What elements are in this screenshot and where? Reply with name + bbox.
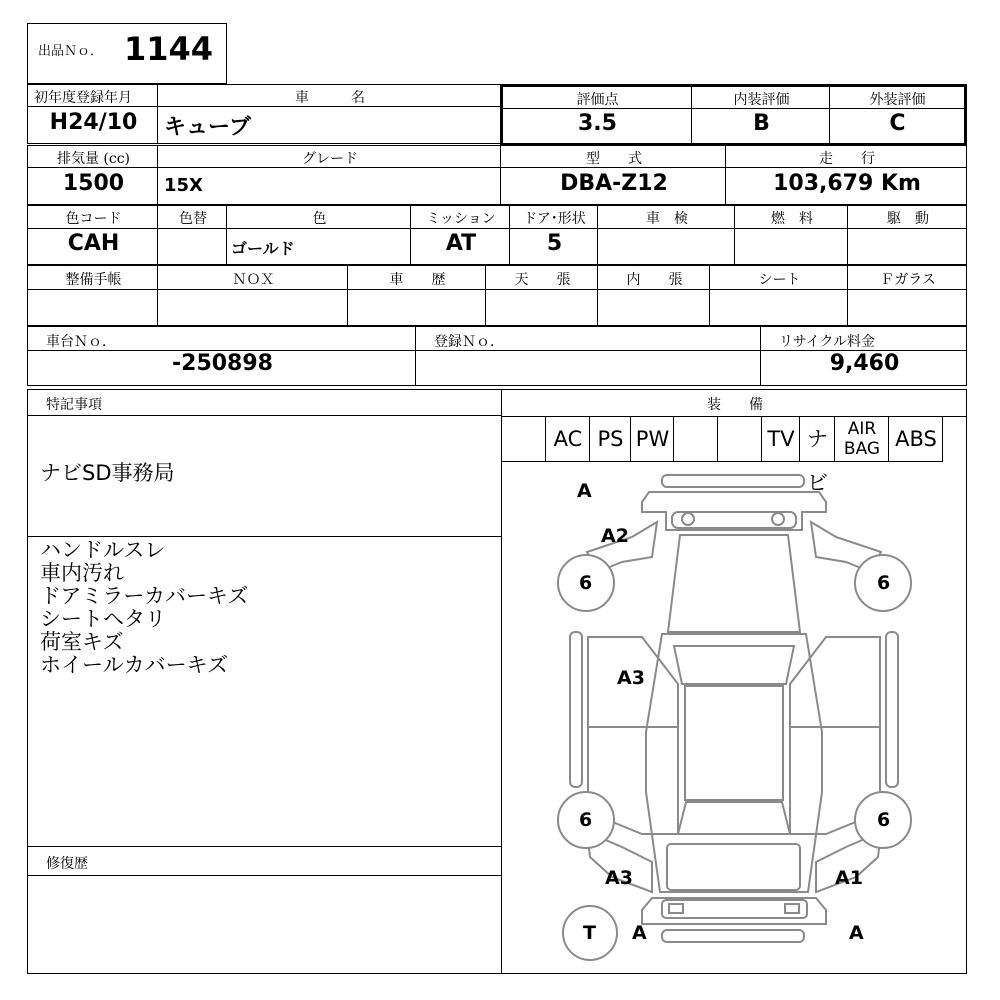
car-diagram: [502, 462, 966, 973]
lot-number: 1144: [124, 30, 214, 68]
mark-rear-right: A1: [835, 867, 863, 889]
model-cell: [500, 145, 726, 205]
equipment-item: [673, 416, 718, 462]
name-cell: [157, 84, 501, 144]
mark-rear-left: A3: [605, 867, 633, 889]
mark-bumper-left: A: [632, 922, 647, 944]
remarks-divider: [27, 536, 502, 537]
chassis-label: 車台Ｎｏ．: [46, 334, 116, 350]
mark-right-front-wheel: 6: [877, 572, 891, 594]
color-value: ゴールド: [231, 239, 295, 258]
drive-label: 駆 動: [887, 211, 929, 227]
mileage-value: 103,679 Km: [773, 171, 921, 196]
cc-cell: [27, 145, 158, 205]
remark-line: ドアミラーカバーキズ: [40, 584, 249, 608]
regno-label: 登録Ｎｏ．: [434, 334, 504, 350]
remarks-header: [27, 389, 502, 416]
equipment-item-label: AIR BAG: [843, 419, 881, 459]
mark-bumper-right: A: [849, 922, 864, 944]
rear-bumper-bar: [662, 930, 804, 942]
mark-left-side: A3: [617, 667, 645, 689]
fglass-label: Ｆガラス: [880, 272, 936, 288]
recolor-label: 色替: [179, 211, 207, 227]
score-label: 評価点: [576, 92, 619, 108]
colorcode-cell: [27, 205, 158, 265]
remark-line: ホイールカバーキズ: [40, 653, 229, 677]
mileage-cell: [725, 145, 967, 205]
remarks-notes: [40, 539, 249, 677]
door-value: 5: [546, 231, 563, 256]
equipment-row: [501, 416, 967, 495]
history-cell: [347, 265, 486, 326]
history-label: 車 歴: [389, 272, 446, 288]
mark-spare: T: [583, 922, 596, 944]
equipment-item-label: TV: [767, 427, 795, 451]
mission-value: AT: [445, 231, 477, 256]
reg-cell: [27, 84, 158, 144]
interior-cell: [691, 84, 830, 146]
door-cell: [509, 205, 598, 265]
equipment-item: [501, 416, 546, 462]
score-value: 3.5: [578, 111, 617, 136]
equipment-item: [589, 416, 631, 462]
interior-value: B: [753, 111, 770, 136]
nox-cell: [157, 265, 348, 326]
reg-value: H24/10: [49, 110, 138, 135]
equipment-item-label: ナビ: [807, 427, 828, 495]
equipment-item: [761, 416, 800, 462]
left-side-bar: [570, 632, 582, 787]
roof-label: 天 張: [514, 272, 571, 288]
front-bumper-bar: [662, 475, 804, 487]
recycle-value: 9,460: [829, 351, 900, 376]
equipment-item: [630, 416, 674, 462]
equipment-item: [717, 416, 762, 462]
fuel-cell: [734, 205, 848, 265]
body-outline: [646, 634, 822, 892]
recycle-label: リサイクル料金: [779, 334, 876, 350]
recycle-cell: [760, 326, 967, 386]
mission-label: ミッション: [426, 211, 496, 227]
exterior-cell: [829, 84, 967, 146]
chassis-cell: [27, 326, 416, 386]
regno-cell: [415, 326, 761, 386]
equipment-item: [834, 416, 889, 462]
cc-value: 1500: [62, 171, 125, 196]
score-cell: [500, 84, 692, 146]
colorcode-label: 色コード: [65, 211, 122, 227]
maint-label: 整備手帳: [65, 272, 122, 288]
remark-line: ハンドルスレ: [40, 538, 166, 562]
grade-cell: [157, 145, 501, 205]
mark-left-front-wheel: 6: [579, 572, 593, 594]
row2-divider: [27, 167, 967, 168]
name-value: キューブ: [164, 115, 251, 140]
interior-trim-label: 内 張: [626, 272, 683, 288]
grade-label: グレード: [302, 151, 358, 167]
model-label: 型 式: [586, 151, 642, 167]
equipment-label: 装 備: [707, 397, 763, 413]
remarks-top-line: ナビSD事務局: [40, 461, 175, 485]
inspection-label: 車 検: [646, 211, 688, 227]
equipment-item: [799, 416, 835, 495]
maint-cell: [27, 265, 158, 326]
mileage-label: 走 行: [819, 151, 875, 167]
inspection-cell: [597, 205, 735, 265]
right-side-bar: [886, 632, 898, 787]
equipment-item: [545, 416, 590, 462]
chassis-value: -250898: [172, 351, 273, 376]
hood: [668, 535, 800, 632]
row3-divider: [27, 228, 967, 229]
model-value: DBA-Z12: [560, 171, 668, 196]
row1-eval-divider: [500, 108, 967, 109]
equipment-item: [888, 416, 943, 462]
drive-cell: [847, 205, 967, 265]
mark-front: A: [577, 480, 592, 502]
remarks-label: 特記事項: [46, 397, 102, 413]
lot-box: [27, 23, 227, 84]
rear-window: [678, 802, 790, 834]
color-label: 色: [312, 211, 327, 227]
equipment-item-label: PW: [635, 427, 670, 451]
equipment-header: [501, 389, 967, 417]
grade-value: 15X: [164, 175, 203, 196]
interior-label: 内装評価: [733, 92, 790, 108]
row4-divider: [27, 289, 967, 290]
roof: [685, 686, 783, 800]
row1-divider: [27, 106, 501, 107]
mark-hood: A2: [601, 525, 629, 547]
repair-label: 修復歴: [46, 856, 88, 872]
roof-cell: [485, 265, 598, 326]
seat-cell: [709, 265, 848, 326]
fuel-label: 燃 料: [771, 211, 813, 227]
repair-header: [27, 846, 502, 876]
recolor-cell: [157, 205, 227, 265]
mark-left-rear-wheel: 6: [579, 809, 593, 831]
rear-hatch: [667, 844, 800, 890]
name-label: 車 名: [295, 90, 365, 106]
equipment-item-label: ABS: [895, 427, 937, 451]
mark-right-rear-wheel: 6: [877, 809, 891, 831]
door-label: ドア･形状: [523, 211, 586, 227]
windshield: [674, 646, 794, 684]
fglass-cell: [847, 265, 967, 326]
equipment-item-label: AC: [553, 427, 583, 451]
nox-label: ＮＯＸ: [232, 272, 275, 288]
equipment-item-label: PS: [597, 427, 624, 451]
cc-label: 排気量 (cc): [56, 151, 131, 167]
interior-trim-cell: [597, 265, 710, 326]
colorcode-value: CAH: [67, 231, 120, 256]
remark-line: 車内汚れ: [40, 561, 124, 585]
seat-label: シート: [758, 272, 801, 288]
remark-line: 荷室キズ: [40, 630, 124, 654]
reg-label: 初年度登録年月: [34, 90, 132, 106]
row5-divider: [27, 350, 967, 351]
lot-label: 出品Ｎｏ．: [38, 44, 104, 59]
remark-line: シートヘタリ: [40, 607, 166, 631]
exterior-value: C: [889, 111, 906, 136]
exterior-label: 外装評価: [869, 92, 926, 108]
mission-cell: [410, 205, 510, 265]
color-cell: [226, 205, 411, 265]
